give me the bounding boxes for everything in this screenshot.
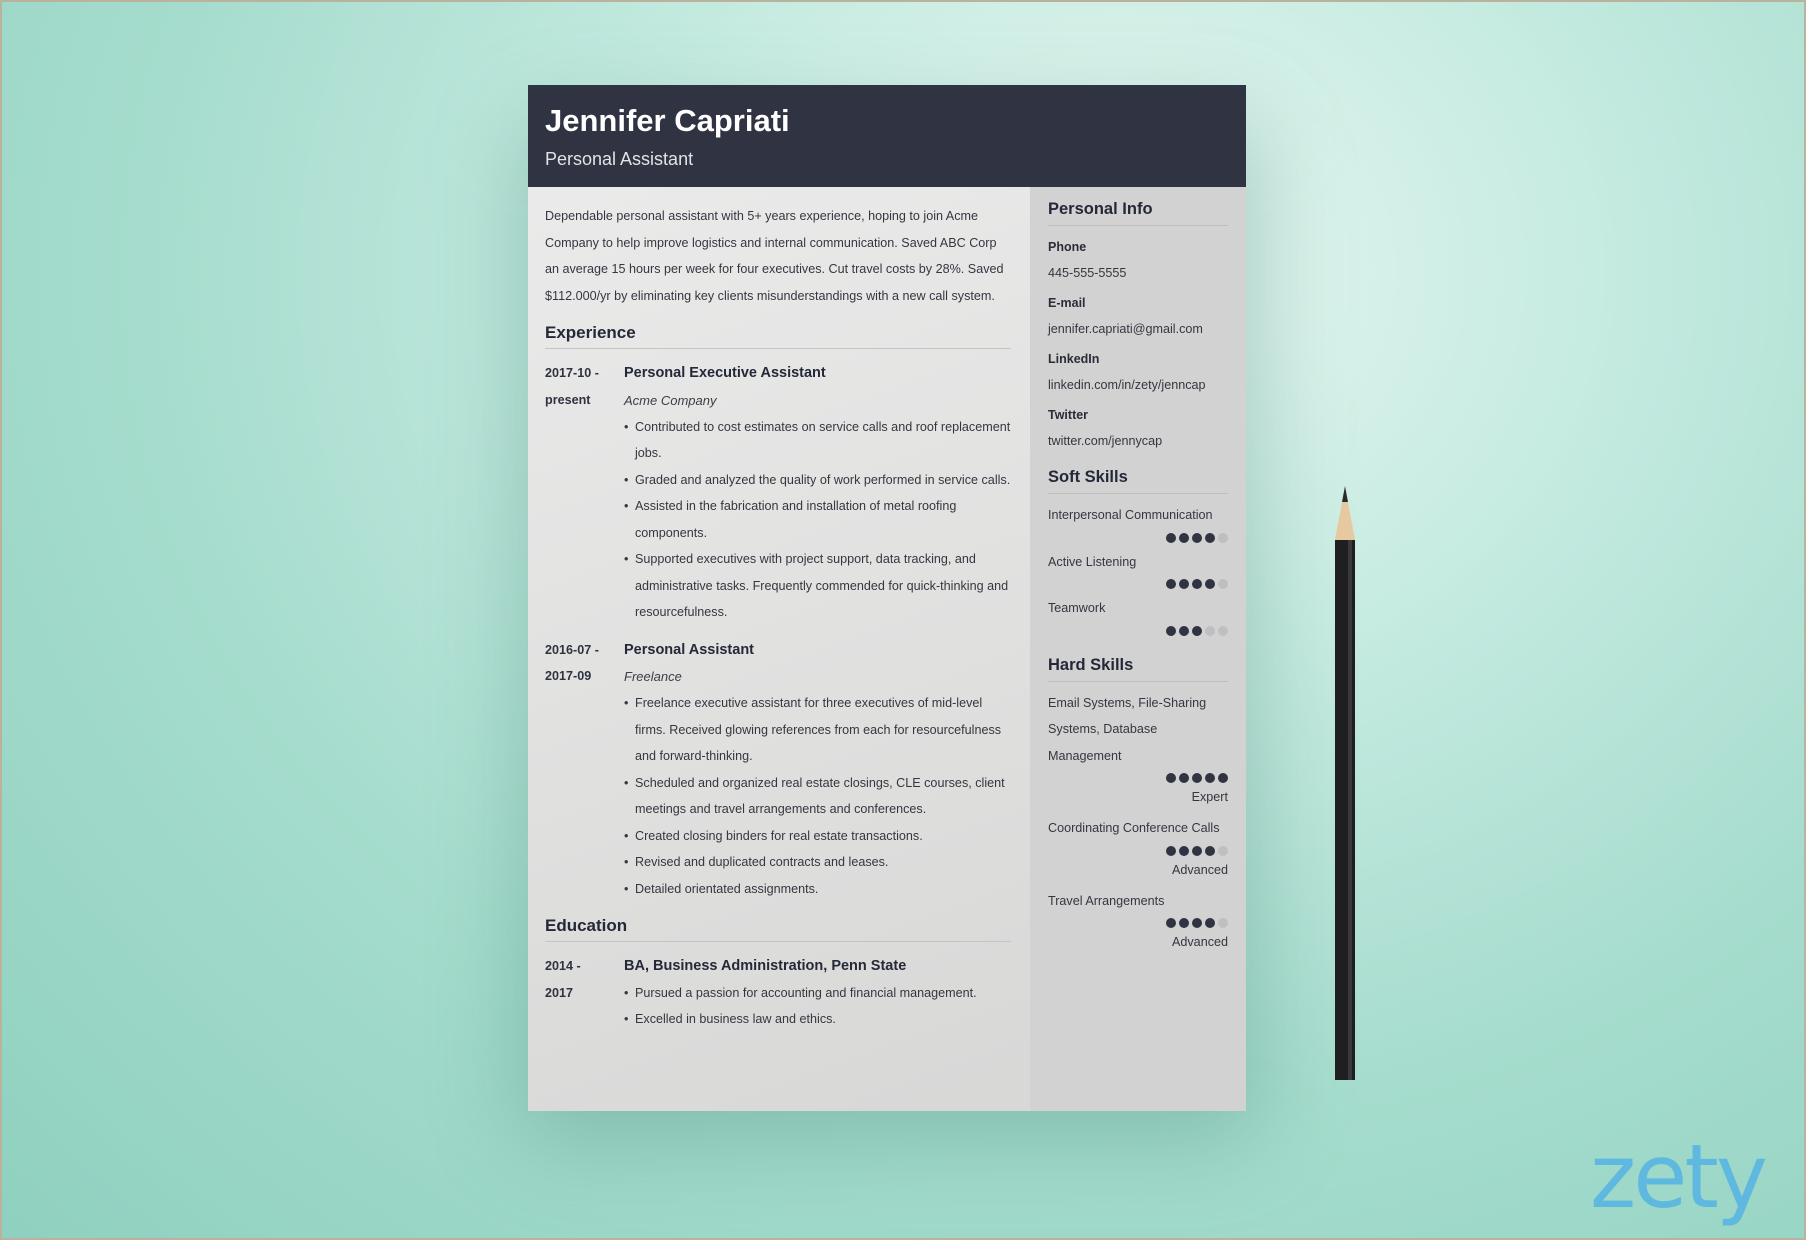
hard-skills-heading: Hard Skills <box>1048 656 1228 682</box>
resume-header <box>528 85 1246 187</box>
skill-rating <box>1048 626 1228 636</box>
job-company: Acme Company <box>624 392 717 408</box>
skill-level: Advanced <box>1171 935 1228 949</box>
education-bullet: • Pursued a passion for accounting and financial management. <box>624 980 1011 1007</box>
job-entry <box>545 637 1011 903</box>
skill-rating <box>1048 773 1228 783</box>
job-bullet: • Scheduled and organized real estate closings, CLE courses, client meetings and travel arrangements and conferences. <box>624 770 1011 823</box>
education-bullets <box>624 980 1011 1033</box>
rating-dot-filled <box>1179 846 1189 856</box>
education-date-end: 2017 <box>545 985 574 1000</box>
job-date <box>545 360 624 626</box>
rating-dot-filled <box>1179 918 1189 928</box>
job-bullet: • Revised and duplicated contracts and leases. <box>624 849 1011 876</box>
job-entry <box>545 360 1011 626</box>
job-details <box>624 360 1011 626</box>
linkedin-value: linkedin.com/in/zety/jenncap <box>1048 378 1206 392</box>
pencil-icon <box>1325 480 1365 1120</box>
rating-dot-empty <box>1218 579 1228 589</box>
main-column <box>545 203 1011 1033</box>
summary-text: Dependable personal assistant with 5+ years experience, hoping to join Acme Company to help improve logistics and internal communication. Saved ABC Corp an average 15 hours per week for four executives. Cut travel costs by 28%. Saved $112.000/yr by eliminating key clients misunderstandings with a new call system. <box>545 209 1004 303</box>
rating-dot-filled <box>1166 773 1176 783</box>
personal-info-heading: Personal Info <box>1048 200 1228 226</box>
education-date <box>545 953 624 1033</box>
skill-rating <box>1048 918 1228 928</box>
education-details <box>624 953 1011 1033</box>
rating-dot-filled <box>1179 533 1189 543</box>
phone-value: 445-555-5555 <box>1048 266 1127 280</box>
job-bullets <box>624 414 1011 626</box>
zety-logo: zety <box>1590 1125 1765 1228</box>
rating-dot-filled <box>1166 533 1176 543</box>
education-degree: BA, Business Administration, Penn State <box>624 958 907 974</box>
education-date-start: 2014 - <box>545 959 581 973</box>
email-value: jennifer.capriati@gmail.com <box>1048 322 1203 336</box>
phone-label: Phone <box>1048 240 1087 254</box>
rating-dot-filled <box>1192 626 1202 636</box>
rating-dot-filled <box>1192 918 1202 928</box>
rating-dot-filled <box>1166 626 1176 636</box>
soft-skill <box>1048 549 1228 590</box>
hard-skill <box>1048 815 1228 882</box>
soft-skills-heading: Soft Skills <box>1048 468 1228 494</box>
rating-dot-filled <box>1192 773 1202 783</box>
rating-dot-filled <box>1192 579 1202 589</box>
skill-name: Travel Arrangements <box>1048 893 1165 908</box>
job-bullets <box>624 690 1011 902</box>
rating-dot-filled <box>1166 579 1176 589</box>
rating-dot-filled <box>1166 846 1176 856</box>
job-bullet: • Assisted in the fabrication and installation of metal roofing components. <box>624 493 1011 546</box>
skill-name: Active Listening <box>1048 554 1137 569</box>
job-bullet: • Supported executives with project support, data tracking, and administrative tasks. Frequently commended for quick-thinking and resourcefulness. <box>624 546 1011 626</box>
job-bullet: • Contributed to cost estimates on service calls and roof replacement jobs. <box>624 414 1011 467</box>
rating-dot-filled <box>1205 773 1215 783</box>
skill-rating <box>1048 846 1228 856</box>
candidate-name: Jennifer Capriati <box>545 103 790 138</box>
skill-level: Expert <box>1191 790 1228 804</box>
rating-dot-filled <box>1179 626 1189 636</box>
education-entry <box>545 953 1011 1033</box>
skill-level: Advanced <box>1171 862 1228 877</box>
job-bullet: • Detailed orientated assignments. <box>624 876 1011 903</box>
rating-dot-filled <box>1179 773 1189 783</box>
rating-dot-empty <box>1218 533 1228 543</box>
rating-dot-filled <box>1192 846 1202 856</box>
hard-skill <box>1048 690 1228 810</box>
skill-name: Email Systems, File-Sharing Systems, Database Management <box>1048 695 1207 763</box>
job-date-start: 2017-10 - <box>545 366 599 380</box>
candidate-role: Personal Assistant <box>545 149 694 169</box>
twitter-label: Twitter <box>1048 408 1089 422</box>
job-bullet: • Graded and analyzed the quality of work performed in service calls. <box>624 467 1011 494</box>
soft-skill <box>1048 595 1228 636</box>
hard-skill <box>1048 888 1228 955</box>
skill-name: Interpersonal Communication <box>1048 508 1213 522</box>
job-date-start: 2016-07 - <box>545 642 599 657</box>
job-details <box>624 637 1011 903</box>
job-bullet: • Created closing binders for real estate transactions. <box>624 823 1011 850</box>
rating-dot-filled <box>1205 918 1215 928</box>
rating-dot-filled <box>1166 918 1176 928</box>
job-title: Personal Executive Assistant <box>624 365 826 381</box>
skill-rating <box>1048 579 1228 589</box>
rating-dot-filled <box>1205 533 1215 543</box>
resume-document <box>528 85 1246 1111</box>
job-bullet: • Freelance executive assistant for three executives of mid-level firms. Received glowing references from each for resourcefulness and forward-thinking. <box>624 690 1011 770</box>
soft-skill <box>1048 502 1228 543</box>
rating-dot-empty <box>1218 626 1228 636</box>
job-title: Personal Assistant <box>624 641 755 658</box>
rating-dot-empty <box>1218 846 1228 856</box>
twitter-value: twitter.com/jennycap <box>1048 434 1163 448</box>
rating-dot-empty <box>1205 626 1215 636</box>
job-company: Freelance <box>624 669 682 684</box>
rating-dot-filled <box>1179 579 1189 589</box>
rating-dot-filled <box>1192 533 1202 543</box>
skill-name: Coordinating Conference Calls <box>1048 821 1220 835</box>
rating-dot-filled <box>1205 846 1215 856</box>
linkedin-label: LinkedIn <box>1048 352 1100 366</box>
job-date <box>545 637 624 903</box>
rating-dot-filled <box>1218 773 1228 783</box>
job-date-end: 2017-09 <box>545 669 592 683</box>
education-heading: Education <box>545 916 1011 942</box>
skill-rating <box>1048 533 1228 543</box>
job-date-end: present <box>545 392 591 407</box>
experience-heading: Experience <box>545 323 1011 349</box>
rating-dot-filled <box>1205 579 1215 589</box>
sidebar-column <box>1048 200 1228 954</box>
skill-name: Teamwork <box>1048 601 1106 615</box>
email-label: E-mail <box>1048 296 1086 310</box>
rating-dot-empty <box>1218 918 1228 928</box>
education-bullet: • Excelled in business law and ethics. <box>624 1006 1011 1033</box>
